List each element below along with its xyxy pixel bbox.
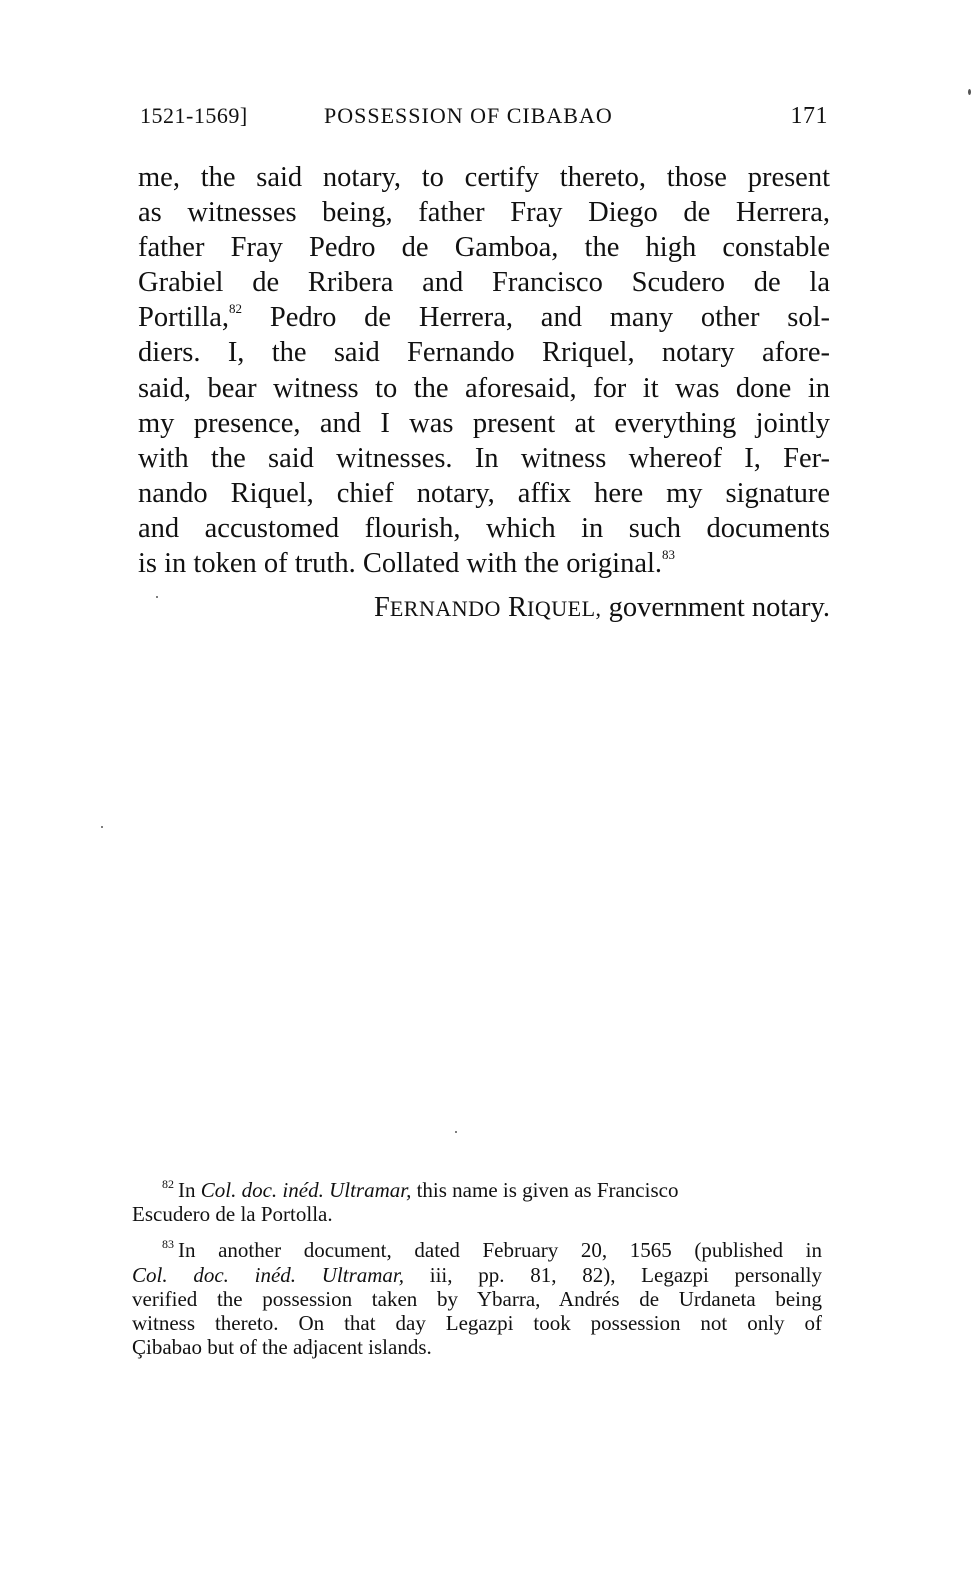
text-fragment: In	[178, 1178, 196, 1202]
footnote-line: Escudero de la Portolla.	[132, 1202, 333, 1227]
footnote-ref: 83	[662, 547, 676, 563]
footnote-ref: 82	[229, 301, 243, 317]
text-fragment: Portilla,	[138, 302, 230, 334]
footnote-83	[132, 1238, 822, 1359]
signature-initial: R	[508, 592, 528, 623]
footnote-mark: 82	[162, 1177, 174, 1191]
text-line: with the said witnesses. In witness whereof I, Fer-	[138, 442, 830, 474]
text-line: as witnesses being, father Fray Diego de Herrera,	[138, 197, 830, 229]
footnote-line	[132, 1178, 822, 1202]
scan-speck	[968, 89, 971, 95]
text-line: said, bear witness to the aforesaid, for it was done in	[138, 372, 830, 404]
text-line: and accustomed flourish, which in such documents	[138, 512, 830, 544]
date-range: 1521-1569]	[140, 103, 248, 128]
text-line: nando Riquel, chief notary, affix here my signature	[138, 477, 830, 509]
text-fragment: Pedro de Herrera, and many other sol-	[269, 302, 831, 334]
main-text	[138, 160, 830, 581]
signature-role: government notary.	[608, 592, 830, 623]
text-fragment: is in token of truth. Collated with the original.	[138, 548, 663, 580]
text-line	[138, 546, 830, 581]
scan-speck	[455, 1131, 457, 1133]
text-line: my presence, and I was present at everything jointly	[138, 407, 830, 439]
text-line: father Fray Pedro de Gamboa, the high constable	[138, 232, 830, 264]
footnotes	[132, 1178, 822, 1371]
signature-initial: F	[373, 592, 390, 623]
footnote-line: verified the possession taken by Ybarra, Andrés de Urdaneta being	[132, 1286, 822, 1311]
text-fragment: this name is given as Francisco	[416, 1178, 679, 1202]
scan-speck	[101, 826, 103, 828]
running-head	[140, 103, 830, 133]
footnote-line	[132, 1263, 822, 1287]
signature-line	[374, 592, 830, 624]
footnote-line	[132, 1238, 822, 1262]
footnote-82	[132, 1178, 822, 1226]
signature-name-rest: ERNANDO	[389, 596, 501, 621]
citation-title: Col. doc. inéd. Ultramar,	[132, 1262, 405, 1287]
footnote-line: witness thereto. On that day Legazpi took possession not only of	[132, 1311, 822, 1336]
text-fragment: In another document, dated February 20, 1565 (published in	[178, 1238, 822, 1263]
text-line: diers. I, the said Fernando Rriquel, notary afore-	[138, 337, 830, 369]
signature-name-rest: IQUEL,	[527, 596, 602, 621]
running-title: POSSESSION OF CIBABAO	[324, 103, 613, 128]
text-line	[138, 300, 830, 335]
text-fragment: iii, pp. 81, 82), Legazpi personally	[429, 1262, 822, 1287]
citation-title: Col. doc. inéd. Ultramar,	[200, 1178, 412, 1202]
footnote-mark: 83	[162, 1237, 174, 1252]
text-line: Grabiel de Rribera and Francisco Scudero de la	[138, 267, 830, 299]
footnote-line: Çibabao but of the adjacent islands.	[132, 1335, 432, 1360]
text-line: me, the said notary, to certify thereto, those present	[138, 162, 830, 193]
scan-speck	[156, 596, 158, 598]
page-number: 171	[790, 103, 828, 129]
